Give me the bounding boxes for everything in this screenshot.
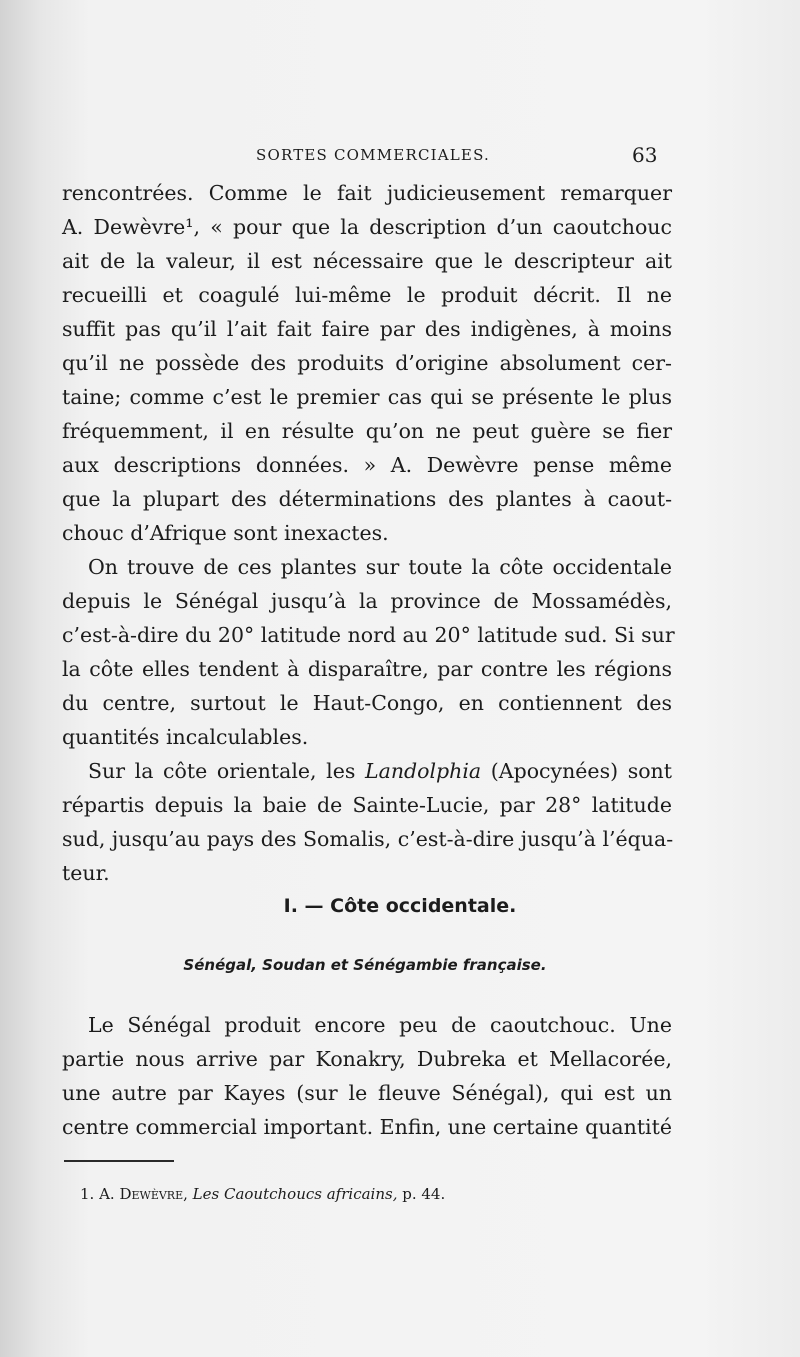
text-line: A. Dewèvre¹, « pour que la description d’un caoutchouc: [62, 215, 672, 239]
text-line: teur.: [62, 861, 110, 885]
text-line: fréquemment, il en résulte qu’on ne peut guère se fier: [62, 419, 672, 443]
text-line: sud, jusqu’au pays des Somalis, c’est-à-dire jusqu’à l’équa-: [62, 827, 674, 851]
text-line: partie nous arrive par Konakry, Dubreka et Mellacorée,: [62, 1047, 672, 1071]
page-number: 63: [632, 143, 658, 167]
text-line: la côte elles tendent à disparaître, par contre les régions: [62, 657, 672, 681]
text-line: quantités incalculables.: [62, 725, 309, 749]
text-line: rencontrées. Comme le fait judicieusement remarquer: [62, 181, 672, 205]
text-line: aux descriptions données. » A. Dewèvre pense même: [62, 453, 672, 477]
text-line: qu’il ne possède des produits d’origine absolument cer-: [62, 351, 672, 375]
text-fragment: Sur la côte orientale, les: [88, 759, 365, 783]
body-text-top: [62, 176, 675, 890]
footnote-rule: [64, 1160, 174, 1162]
text-line: chouc d’Afrique sont inexactes.: [62, 521, 389, 545]
body-text-bottom: [62, 1008, 672, 1144]
subsection-heading: Sénégal, Soudan et Sénégambie française.: [183, 956, 547, 974]
text-line: centre commercial important. Enfin, une certaine quantité: [62, 1115, 672, 1139]
text-line: c’est-à-dire du 20° latitude nord au 20° latitude sud. Si sur: [62, 623, 675, 647]
text-line: suffit pas qu’il l’ait fait faire par des indigènes, à moins: [62, 317, 672, 341]
text-line: que la plupart des déterminations des plantes à caout-: [62, 487, 672, 511]
footnote: [80, 1185, 445, 1203]
text-line: du centre, surtout le Haut-Congo, en contiennent des: [62, 691, 672, 715]
footnote-author: A. Dewèvre,: [99, 1185, 188, 1203]
text-line: une autre par Kayes (sur le fleuve Sénégal), qui est un: [62, 1081, 672, 1105]
footnote-page: p. 44.: [402, 1185, 446, 1203]
text-line: ait de la valeur, il est nécessaire que le descripteur ait: [62, 249, 672, 273]
text-line: Le Sénégal produit encore peu de caoutchouc. Une: [88, 1013, 672, 1037]
text-fragment: (Apocynées) sont: [481, 759, 672, 783]
running-header: SORTES COMMERCIALES.: [256, 146, 490, 164]
text-line: taine; comme c’est le premier cas qui se présente le plus: [62, 385, 672, 409]
footnote-marker: 1.: [80, 1185, 95, 1203]
text-line: répartis depuis la baie de Sainte-Lucie, par 28° latitude: [62, 793, 672, 817]
text-line: On trouve de ces plantes sur toute la côte occidentale: [88, 555, 672, 579]
section-heading: I. — Côte occidentale.: [283, 895, 517, 917]
italic-term: Landolphia: [364, 759, 482, 783]
text-line: recueilli et coagulé lui-même le produit décrit. Il ne: [62, 283, 672, 307]
text-line: depuis le Sénégal jusqu’à la province de Mossamédès,: [62, 589, 672, 613]
footnote-title: Les Caoutchoucs africains,: [192, 1185, 398, 1203]
text-line: [62, 754, 672, 788]
